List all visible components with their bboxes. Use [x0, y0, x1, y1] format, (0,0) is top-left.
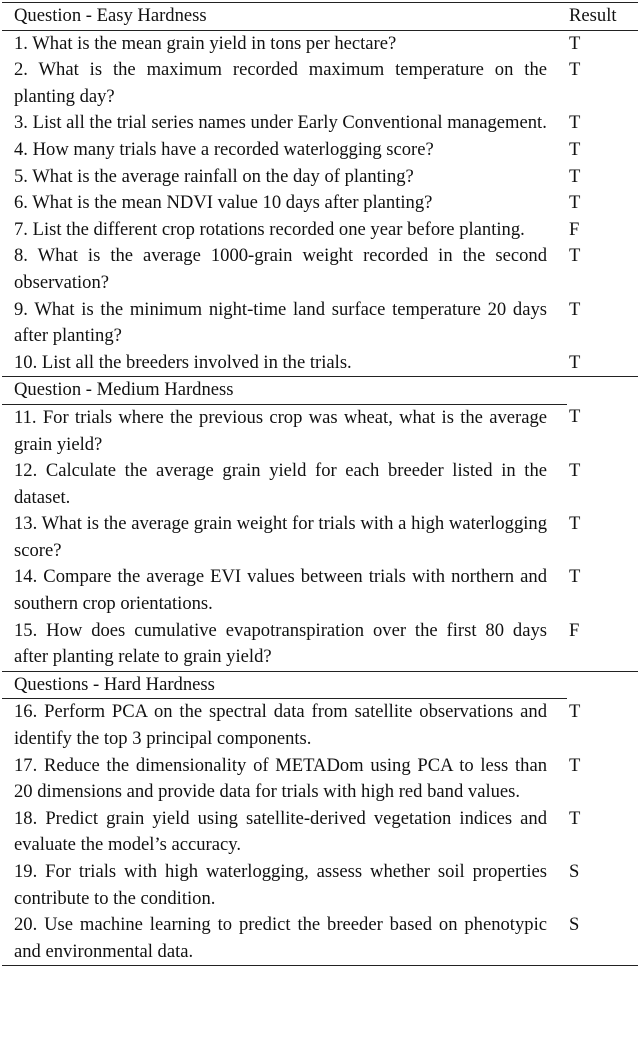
hard-section-row [2, 671, 638, 699]
question-text: 19. For trials with high waterlogging, assess whether soil properties contribute to the condition. [14, 861, 547, 909]
result-value: T [569, 138, 581, 160]
result-value: T [569, 112, 581, 134]
empty-cell [567, 671, 638, 699]
section-heading: Questions - Hard Hardness [2, 671, 567, 699]
question-text: 7. List the different crop rotations recorded one year before planting. [14, 218, 525, 240]
question-header: Question - Easy Hardness [2, 3, 567, 31]
table-row [2, 164, 638, 191]
results-table [2, 2, 638, 966]
result-value: T [569, 32, 581, 54]
result-value: T [569, 807, 581, 829]
question-text: 11. For trials where the previous crop was wheat, what is the average grain yield? [14, 406, 547, 455]
table-row [2, 699, 638, 753]
table-row [2, 618, 638, 672]
question-text: 9. What is the minimum night-time land surface temperature 20 days after planting? [14, 298, 547, 347]
table-row [2, 243, 638, 296]
result-value: T [569, 298, 581, 320]
empty-cell [567, 377, 638, 405]
result-value: T [569, 754, 581, 776]
table-row [2, 404, 638, 458]
section-heading: Question - Medium Hardness [2, 377, 567, 405]
table-row [2, 458, 638, 511]
result-value: T [569, 513, 581, 535]
table-row [2, 564, 638, 617]
result-value: T [569, 566, 581, 588]
question-text: 14. Compare the average EVI values between trials with northern and southern crop orientations. [14, 566, 547, 615]
table-row [2, 217, 638, 244]
result-value: F [569, 218, 580, 240]
result-value: T [569, 192, 581, 214]
question-text: 16. Perform PCA on the spectral data from satellite observations and identify the top 3 principal components. [14, 701, 547, 750]
table-row [2, 806, 638, 859]
question-text: 13. What is the average grain weight for trials with a high waterlogging score? [14, 513, 547, 561]
question-text: 1. What is the mean grain yield in tons per hectare? [14, 32, 397, 54]
question-text: 5. What is the average rainfall on the day of planting? [14, 165, 414, 187]
question-text: 12. Calculate the average grain yield for each breeder listed in the dataset. [14, 460, 547, 508]
medium-section-row [2, 377, 638, 405]
question-text: 6. What is the mean NDVI value 10 days after planting? [14, 192, 433, 214]
table-row [2, 511, 638, 564]
table-row [2, 350, 638, 377]
question-text: 20. Use machine learning to predict the breeder based on phenotypic and environmental data. [2, 912, 567, 966]
question-text: 15. How does cumulative evapotranspiration over the first 80 days after planting relate to grain yield? [14, 619, 547, 668]
question-text: 2. What is the maximum recorded maximum temperature on the planting day? [14, 59, 547, 107]
result-value: T [569, 351, 581, 373]
table-row [2, 190, 638, 217]
table-row [2, 137, 638, 164]
question-text: 4. How many trials have a recorded waterlogging score? [14, 138, 434, 160]
result-value: T [569, 460, 581, 482]
table-row [2, 57, 638, 110]
result-value: T [569, 59, 581, 81]
table-row [2, 30, 638, 57]
result-value: T [569, 165, 581, 187]
result-value: T [569, 245, 581, 267]
result-value: F [569, 619, 580, 641]
table-row [2, 110, 638, 137]
question-text: 3. List all the trial series names under Early Conventional management. [14, 112, 547, 134]
header-row [2, 3, 638, 31]
question-text: 17. Reduce the dimensionality of METADom using PCA to less than 20 dimensions and provide data for trials with high red band values. [14, 754, 547, 803]
table-row [2, 912, 638, 966]
result-value: S [567, 912, 638, 966]
result-value: T [569, 700, 581, 722]
question-text: 8. What is the average 1000-grain weight recorded in the second observation? [14, 245, 547, 293]
table-row [2, 753, 638, 806]
question-text: 10. List all the breeders involved in the trials. [14, 351, 352, 373]
table-row [2, 297, 638, 350]
table-row [2, 859, 638, 912]
result-value: T [569, 406, 581, 428]
question-text: 18. Predict grain yield using satellite-derived vegetation indices and evaluate the model’s accuracy. [14, 807, 547, 856]
result-value: S [569, 861, 580, 882]
result-header: Result [567, 3, 638, 31]
